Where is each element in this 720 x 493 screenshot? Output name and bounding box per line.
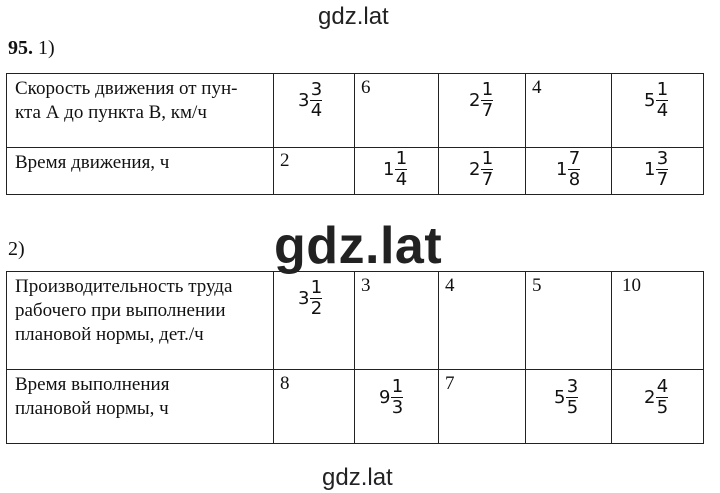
cell-value: 8: [280, 373, 290, 394]
cell: [612, 148, 704, 195]
watermark-bottom: gdz.lat: [322, 464, 393, 491]
cell: [355, 74, 439, 148]
mixed-number: 1 $\frac{3}{7}$: [644, 148, 669, 190]
cell-value: 6: [361, 77, 371, 98]
cell: [355, 370, 439, 444]
label-line: плановой нормы, ч: [15, 398, 169, 419]
mixed-number: 2 $\frac{1}{7}$: [469, 79, 494, 121]
mixed-number: 3 $\frac{3}{4}$: [298, 79, 323, 121]
cell: [612, 74, 704, 148]
table-productivity: [6, 271, 704, 444]
part-2-label: 2): [8, 238, 25, 260]
cell-value: 2: [280, 150, 290, 171]
label-line: плановой нормы, дет./ч: [15, 324, 204, 345]
row-label-time: [7, 148, 274, 195]
cell-value: 4: [445, 275, 455, 296]
row-label-speed: [7, 74, 274, 148]
mixed-number: 2 $\frac{4}{5}$: [644, 376, 669, 418]
cell: [612, 272, 704, 370]
part-1-label: 1): [38, 37, 55, 59]
cell: [439, 74, 526, 148]
cell: [355, 272, 439, 370]
watermark-middle: gdz.lat: [274, 217, 443, 275]
cell: [526, 370, 612, 444]
mixed-number: 2 $\frac{1}{7}$: [469, 148, 494, 190]
label-line: Время выполнения: [15, 374, 170, 395]
label-line: Скорость движения от пун-: [15, 78, 238, 99]
cell-value: 5: [532, 275, 542, 296]
cell-value: 3: [361, 275, 371, 296]
label-line: Производительность труда: [15, 276, 233, 297]
row-label-productivity: [7, 272, 274, 370]
cell-value: 7: [445, 373, 455, 394]
cell: [439, 148, 526, 195]
mixed-number: 5 $\frac{1}{4}$: [644, 79, 669, 121]
cell: [274, 272, 355, 370]
mixed-number: 5 $\frac{3}{5}$: [554, 376, 579, 418]
mixed-number: 3 $\frac{1}{2}$: [298, 277, 323, 319]
mixed-number: 9 $\frac{1}{3}$: [379, 376, 404, 418]
table-row-productivity: [7, 272, 704, 370]
mixed-number: 1 $\frac{7}{8}$: [556, 148, 581, 190]
cell: [526, 272, 612, 370]
label-line: кта А до пункта В, км/ч: [15, 102, 207, 123]
row-label-duration: [7, 370, 274, 444]
table-row-speed: [7, 74, 704, 148]
cell: [274, 148, 355, 195]
cell: [355, 148, 439, 195]
cell: [274, 74, 355, 148]
cell: [274, 370, 355, 444]
label-line: Время движения, ч: [15, 152, 170, 173]
cell: [526, 148, 612, 195]
problem-heading: [8, 37, 55, 60]
table-speed-time: [6, 73, 704, 195]
cell: [612, 370, 704, 444]
cell: [439, 272, 526, 370]
watermark-top: gdz.lat: [318, 3, 389, 30]
cell-value: 4: [532, 77, 542, 98]
cell-value: 10: [622, 275, 641, 296]
mixed-number: 1 $\frac{1}{4}$: [383, 148, 408, 190]
problem-number: 95.: [8, 37, 33, 59]
table-row-duration: [7, 370, 704, 444]
table-row-time: [7, 148, 704, 195]
cell: [526, 74, 612, 148]
cell: [439, 370, 526, 444]
label-line: рабочего при выполнении: [15, 300, 226, 321]
